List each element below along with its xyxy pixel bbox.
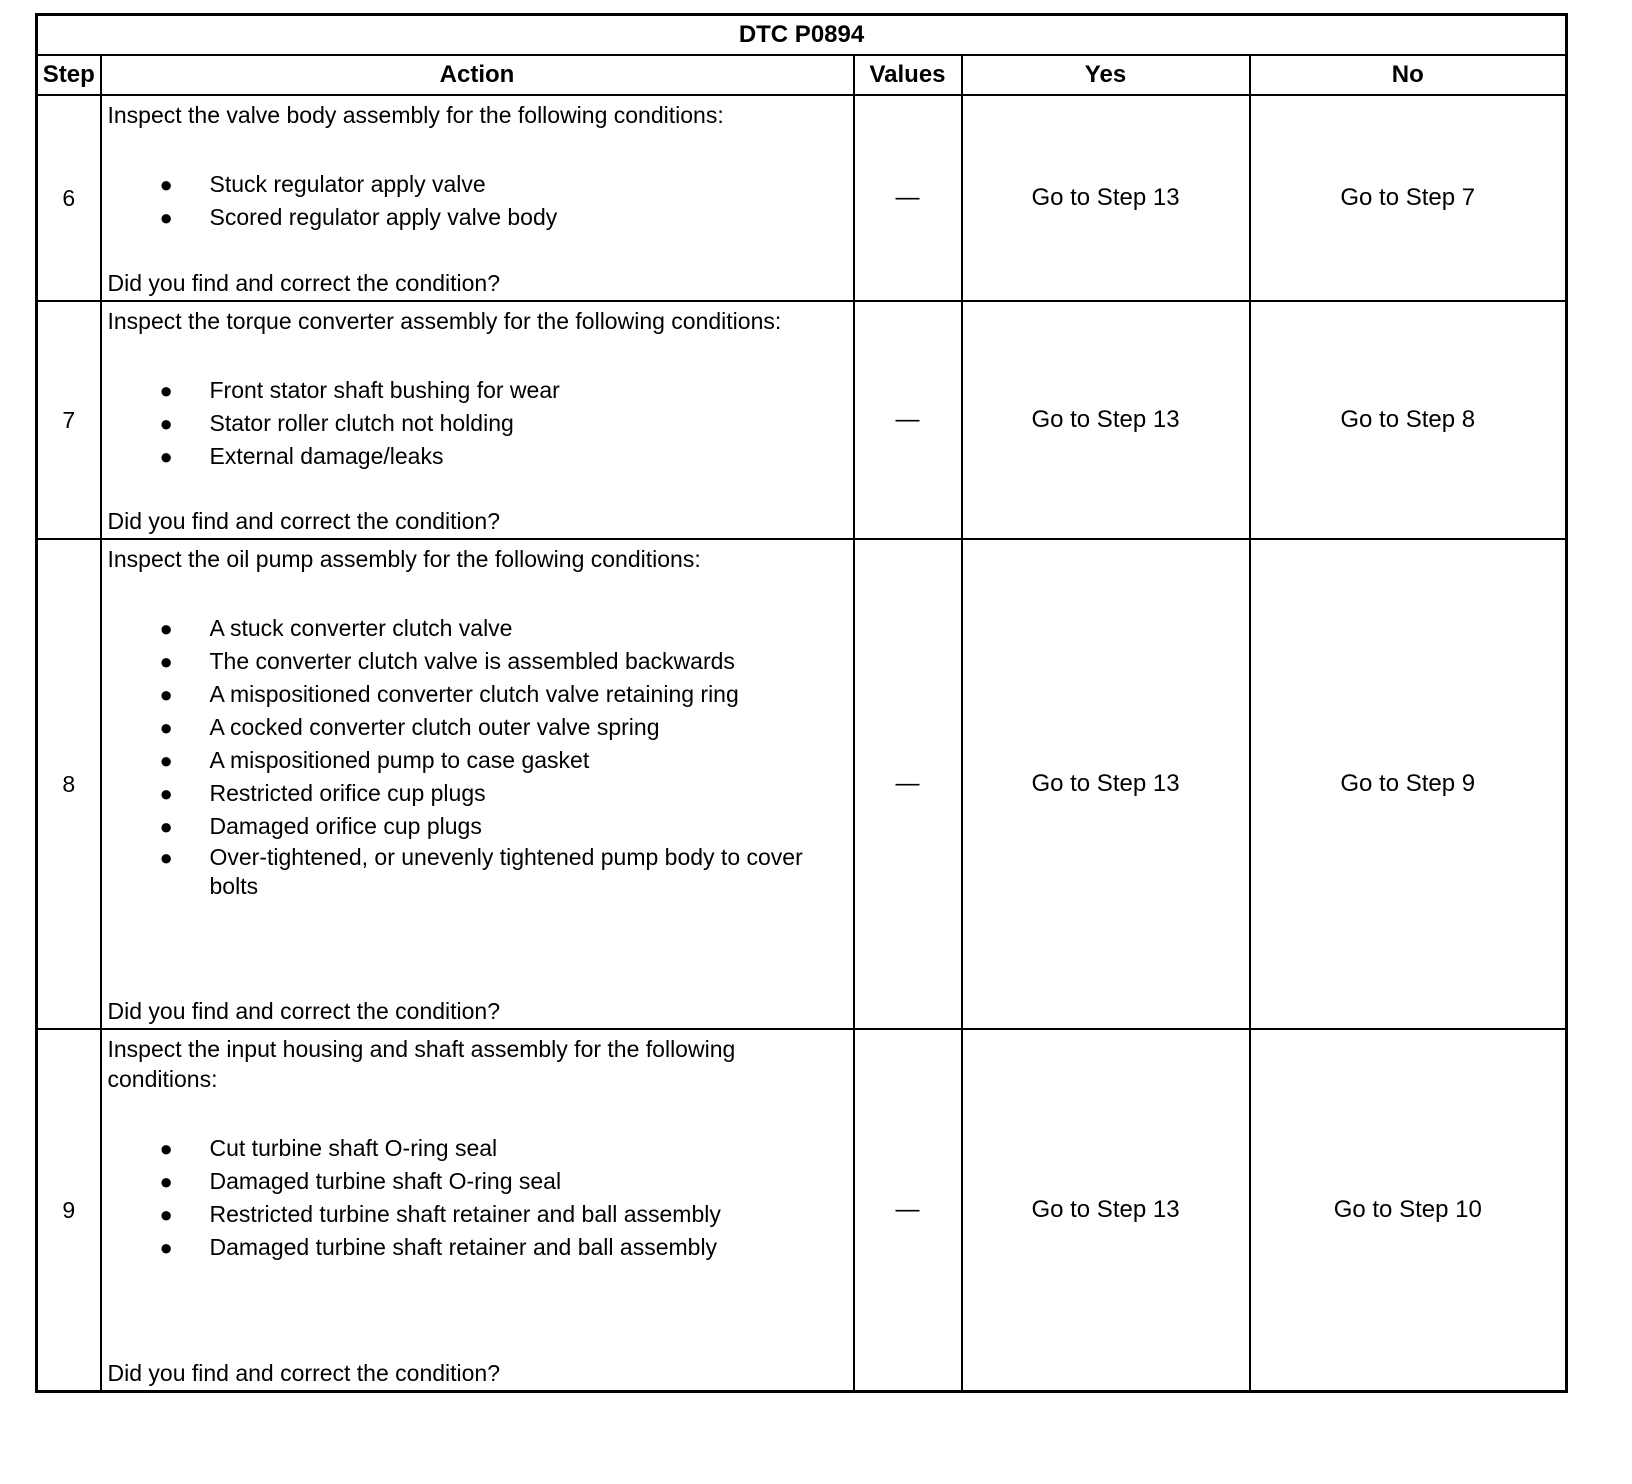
bullet-icon: ● [159, 845, 173, 870]
list-item [108, 374, 847, 407]
bullet-icon: ● [159, 682, 173, 707]
condition-text: Restricted turbine shaft retainer and ball assembly [209, 1201, 721, 1227]
header-step: Step [37, 55, 101, 95]
header-yes: Yes [962, 55, 1250, 95]
action-cell [101, 301, 854, 539]
action-cell [101, 1029, 854, 1392]
condition-text: Restricted orifice cup plugs [209, 780, 486, 806]
list-item [108, 810, 847, 843]
list-item [108, 711, 847, 744]
header-no: No [1250, 55, 1567, 95]
condition-list [108, 168, 847, 268]
step-number: 7 [37, 301, 101, 539]
action-intro: Inspect the input housing and shaft assembly for the following conditions: [107, 1036, 736, 1092]
condition-text: Stuck regulator apply valve [209, 171, 486, 197]
table-row [37, 95, 1567, 301]
bullet-icon: ● [159, 748, 173, 773]
values-cell: — [854, 95, 962, 301]
list-item [108, 440, 847, 473]
list-item [108, 777, 847, 810]
list-item [108, 168, 847, 201]
action-intro: Inspect the torque converter assembly for the following conditions: [107, 308, 782, 334]
bullet-icon: ● [159, 1169, 173, 1194]
bullet-icon: ● [159, 814, 173, 839]
condition-text: Stator roller clutch not holding [209, 410, 514, 436]
yes-goto: Go to Step 13 [962, 539, 1250, 1029]
action-question: Did you find and correct the condition? [107, 1360, 501, 1386]
header-action: Action [101, 55, 854, 95]
condition-list [108, 612, 847, 996]
no-goto: Go to Step 9 [1250, 539, 1567, 1029]
step-number: 6 [37, 95, 101, 301]
action-question: Did you find and correct the condition? [107, 270, 501, 296]
list-item [108, 744, 847, 777]
condition-text: Front stator shaft bushing for wear [209, 377, 560, 403]
list-item [108, 612, 847, 645]
condition-text: A mispositioned converter clutch valve retaining ring [209, 681, 739, 707]
bullet-icon: ● [159, 411, 173, 436]
list-item [108, 645, 847, 678]
list-item [108, 201, 847, 234]
step-number: 8 [37, 539, 101, 1029]
bullet-icon: ● [159, 205, 173, 230]
values-cell: — [854, 1029, 962, 1392]
bullet-icon: ● [159, 715, 173, 740]
condition-text: Damaged turbine shaft retainer and ball assembly [209, 1234, 718, 1260]
condition-text: Scored regulator apply valve body [209, 204, 558, 230]
list-item [108, 678, 847, 711]
condition-text: Cut turbine shaft O-ring seal [209, 1135, 498, 1161]
bullet-icon: ● [159, 1202, 173, 1227]
yes-goto: Go to Step 13 [962, 1029, 1250, 1392]
table-row [37, 539, 1567, 1029]
list-item [108, 1198, 847, 1231]
condition-text: External damage/leaks [209, 443, 444, 469]
list-item [108, 1231, 847, 1264]
condition-list [108, 374, 847, 506]
table-row [37, 1029, 1567, 1392]
no-goto: Go to Step 10 [1250, 1029, 1567, 1392]
list-item [108, 1165, 847, 1198]
list-item [108, 407, 847, 440]
condition-text: The converter clutch valve is assembled backwards [209, 648, 735, 674]
action-intro: Inspect the oil pump assembly for the following conditions: [107, 546, 701, 572]
bullet-icon: ● [159, 781, 173, 806]
bullet-icon: ● [159, 444, 173, 469]
bullet-icon: ● [159, 649, 173, 674]
yes-goto: Go to Step 13 [962, 95, 1250, 301]
condition-text: Damaged turbine shaft O-ring seal [209, 1168, 562, 1194]
bullet-icon: ● [159, 616, 173, 641]
action-question: Did you find and correct the condition? [107, 508, 501, 534]
action-intro: Inspect the valve body assembly for the following conditions: [107, 102, 724, 128]
values-cell: — [854, 539, 962, 1029]
dtc-diagnostic-table [35, 13, 1568, 1393]
no-goto: Go to Step 8 [1250, 301, 1567, 539]
no-goto: Go to Step 7 [1250, 95, 1567, 301]
condition-text: A mispositioned pump to case gasket [209, 747, 590, 773]
bullet-icon: ● [159, 1136, 173, 1161]
step-number: 9 [37, 1029, 101, 1392]
action-cell [101, 95, 854, 301]
table-row [37, 301, 1567, 539]
bullet-icon: ● [159, 172, 173, 197]
action-question: Did you find and correct the condition? [107, 998, 501, 1024]
yes-goto: Go to Step 13 [962, 301, 1250, 539]
header-values: Values [854, 55, 962, 95]
bullet-icon: ● [159, 378, 173, 403]
bullet-icon: ● [159, 1235, 173, 1260]
values-cell: — [854, 301, 962, 539]
action-cell [101, 539, 854, 1029]
condition-text: Damaged orifice cup plugs [209, 813, 482, 839]
condition-text: Over-tightened, or unevenly tightened pump body to cover bolts [209, 844, 803, 899]
table-title: DTC P0894 [37, 15, 1567, 56]
condition-text: A stuck converter clutch valve [209, 615, 513, 641]
condition-text: A cocked converter clutch outer valve spring [209, 714, 660, 740]
list-item [108, 1132, 847, 1165]
condition-list [108, 1132, 847, 1358]
list-item [108, 843, 847, 901]
